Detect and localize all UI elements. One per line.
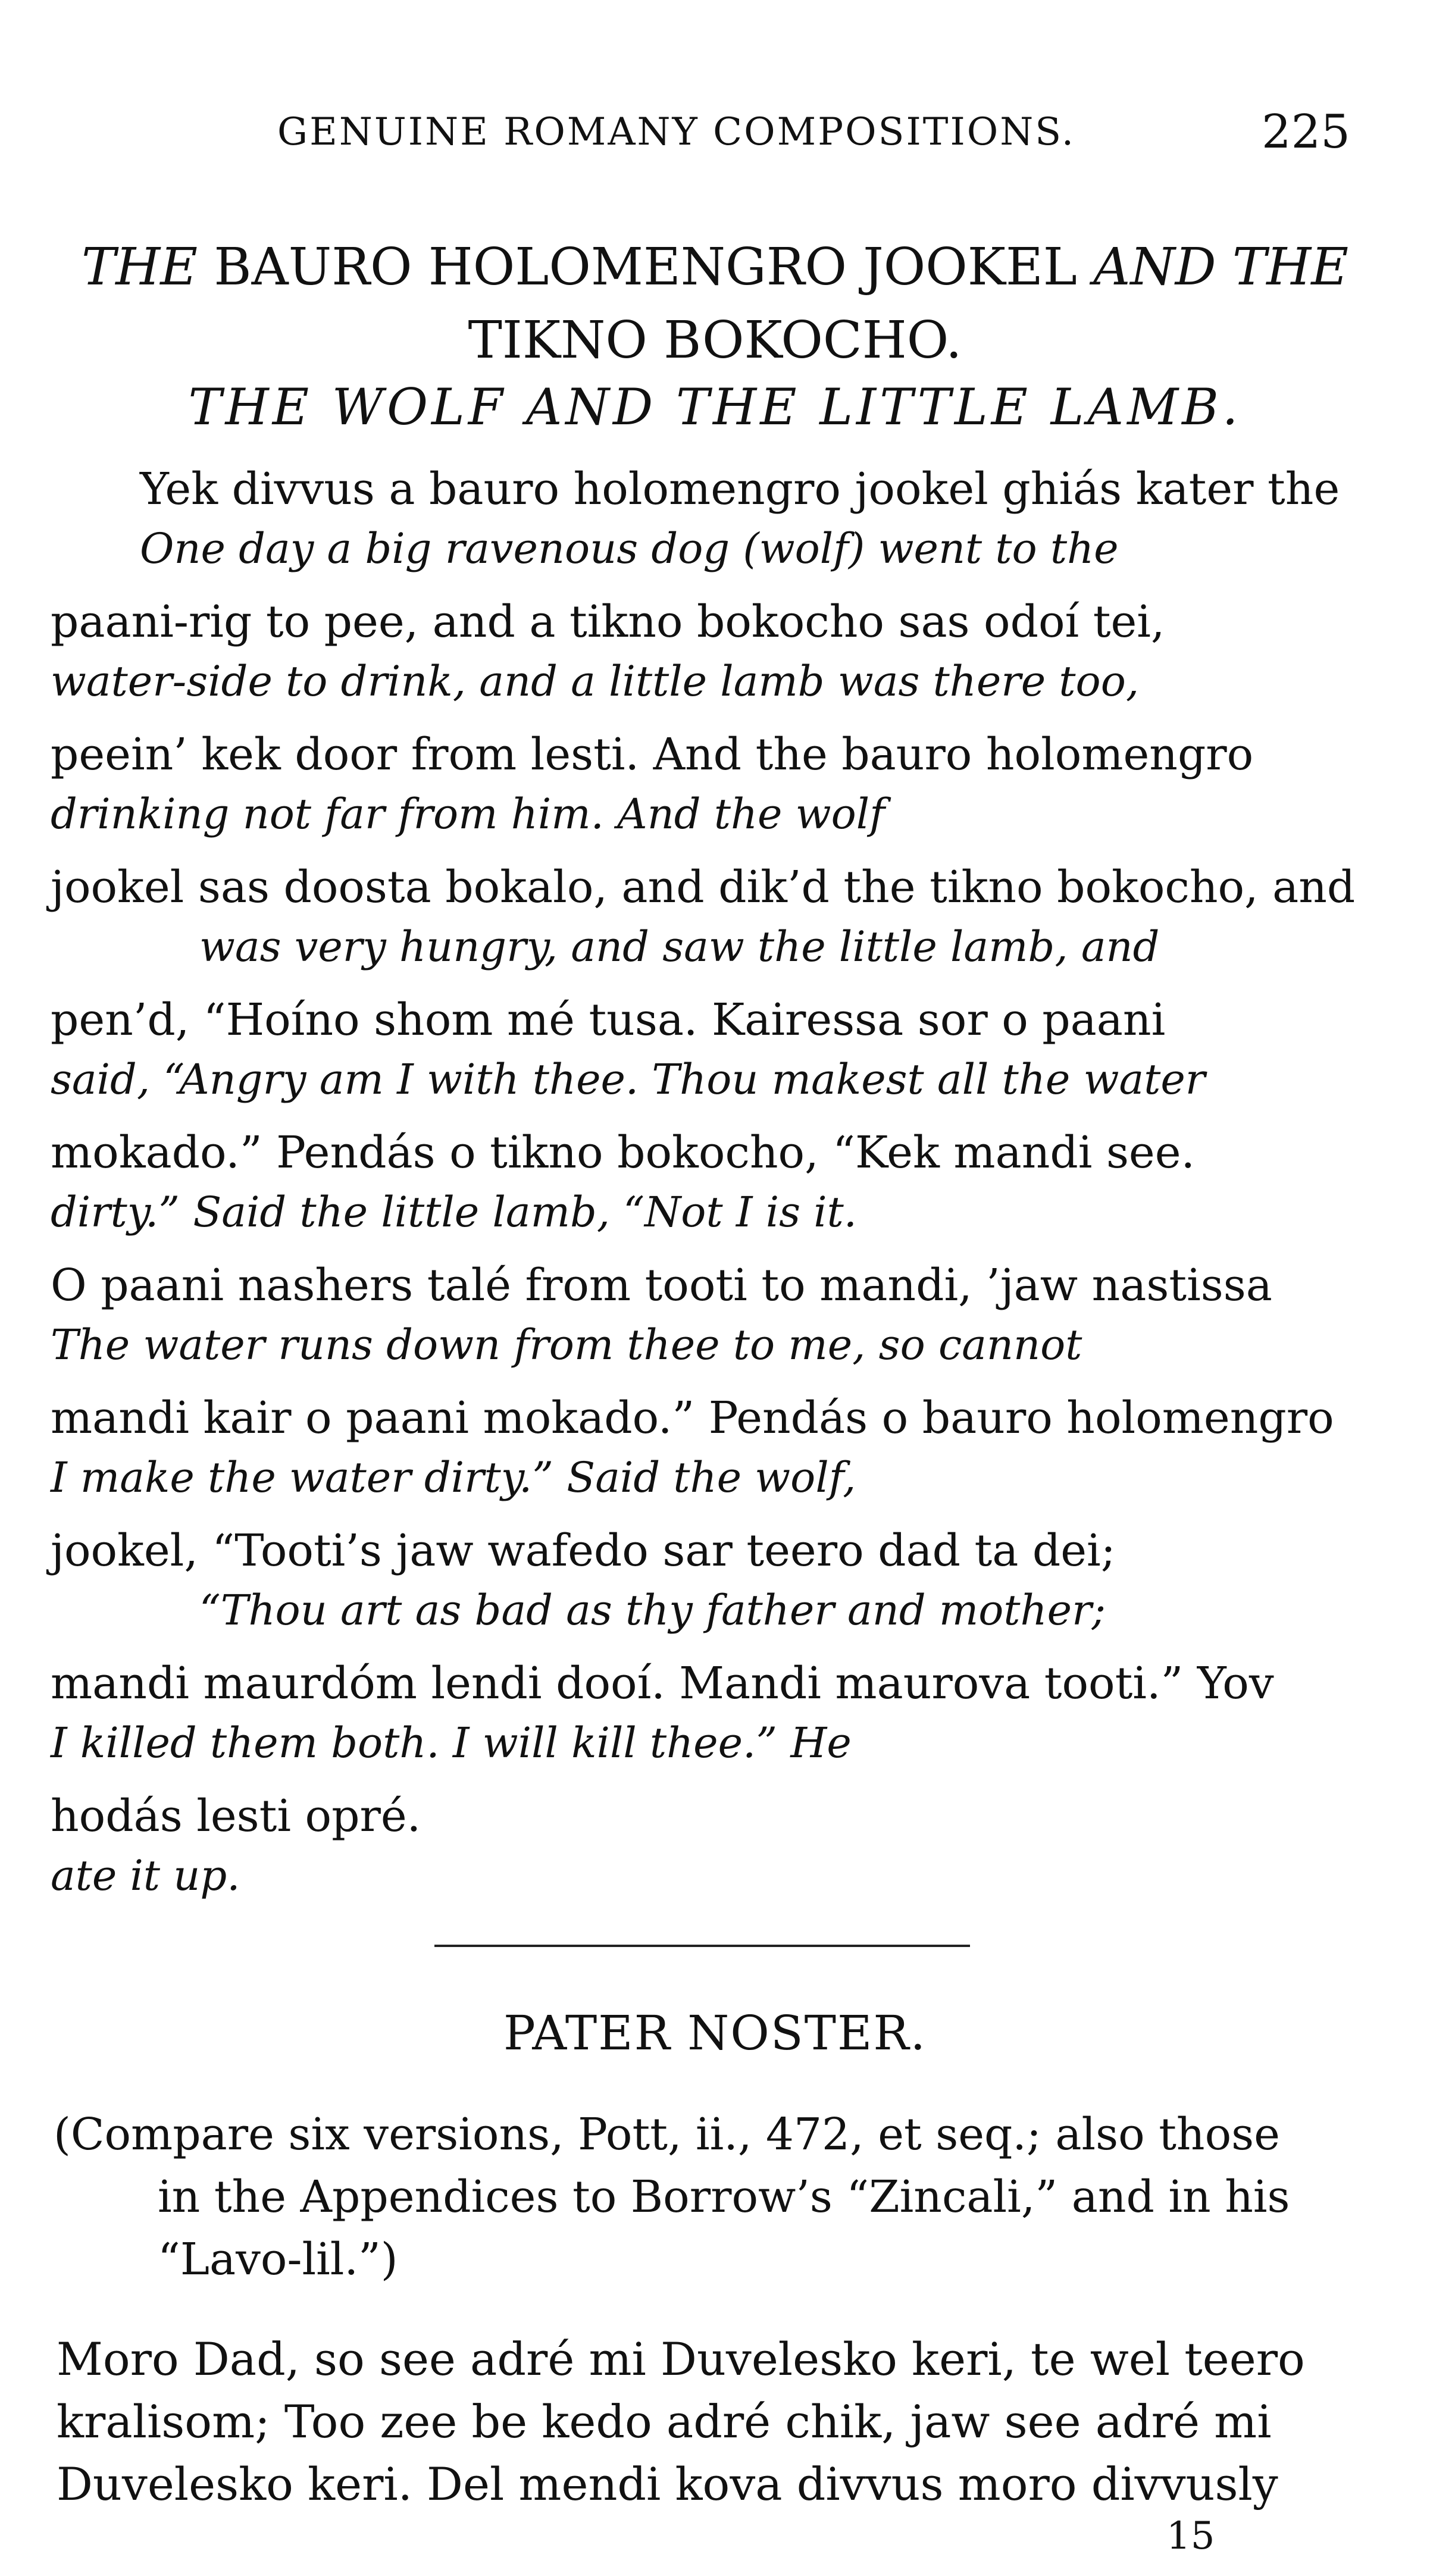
romany-line: pen’d, “Hoíno shom mé tusa. Kairessa sor o paani — [51, 994, 1166, 1046]
running-head — [0, 105, 1430, 176]
romany-line: hodás lesti opré. — [51, 1791, 421, 1842]
english-gloss: I killed them both. I will kill thee.” He — [51, 1719, 852, 1767]
pater-note-line-2: in the Appendices to Borrow’s “Zincali,” and in his — [158, 2171, 1290, 2223]
title-italic-the: THE — [81, 237, 198, 297]
romany-line: jookel, “Tooti’s jaw wafedo sar teero dad ta dei; — [51, 1525, 1116, 1576]
prayer-line-1: Moro Dad, so see adré mi Duvelesko keri, te wel teero — [57, 2333, 1305, 2386]
romany-line: O paani nashers talé from tooti to mandi, ’jaw nastissa — [51, 1260, 1272, 1311]
section-divider — [434, 1945, 970, 1947]
english-gloss: drinking not far from him. And the wolf — [51, 790, 885, 838]
english-title: THE WOLF AND THE LITTLE LAMB. — [188, 378, 1242, 436]
title-roman: BAURO HOLOMENGRO JOOKEL — [198, 237, 1094, 297]
page-number: 225 — [1262, 105, 1350, 159]
english-gloss: ate it up. — [51, 1851, 240, 1900]
pater-note-line-3: “Lavo-lil.”) — [158, 2234, 398, 2285]
romany-line: paani-rig to pee, and a tikno bokocho sas odoí tei, — [51, 596, 1165, 647]
story-title-line1 — [0, 235, 1430, 299]
english-gloss: The water runs down from thee to me, so cannot — [51, 1320, 1082, 1369]
english-gloss: was very hungry, and saw the little lamb, and — [199, 922, 1160, 971]
pater-noster-title: PATER NOSTER. — [503, 2005, 927, 2061]
title-italic-and-the: AND THE — [1093, 237, 1349, 297]
signature-mark: 15 — [1166, 2514, 1215, 2558]
english-gloss: “Thou art as bad as thy father and mother; — [199, 1586, 1106, 1635]
romany-line: mokado.” Pendás o tikno bokocho, “Kek mandi see. — [51, 1127, 1196, 1178]
english-gloss: said, “Angry am I with thee. Thou makest all the water — [51, 1055, 1206, 1104]
prayer-line-2: kralisom; Too zee be kedo adré chik, jaw see adré mi — [57, 2395, 1272, 2448]
romany-line: Yek divvus a bauro holomengro jookel ghiás kater the — [140, 464, 1340, 515]
english-gloss: water-side to drink, and a little lamb was there too, — [51, 657, 1140, 706]
english-gloss: One day a big ravenous dog (wolf) went to the — [140, 524, 1119, 573]
romany-line: jookel sas doosta bokalo, and dik’d the tikno bokocho, and — [51, 862, 1356, 913]
romany-line: peein’ kek door from lesti. And the bauro holomengro — [51, 729, 1254, 780]
romany-line: mandi kair o paani mokado.” Pendás o bauro holomengro — [51, 1392, 1334, 1444]
running-head-title: GENUINE ROMANY COMPOSITIONS. — [277, 110, 1076, 154]
english-gloss: I make the water dirty.” Said the wolf, — [51, 1453, 856, 1502]
romany-line: mandi maurdóm lendi dooí. Mandi maurova tooti.” Yov — [51, 1658, 1274, 1709]
prayer-line-3: Duvelesko keri. Del mendi kova divvus moro divvusly — [57, 2458, 1278, 2511]
pater-note-line-1: (Compare six versions, Pott, ii., 472, et seq.; also those — [54, 2109, 1280, 2160]
english-gloss: dirty.” Said the little lamb, “Not I is it. — [51, 1188, 858, 1237]
story-title-line2: TIKNO BOKOCHO. — [468, 311, 962, 370]
